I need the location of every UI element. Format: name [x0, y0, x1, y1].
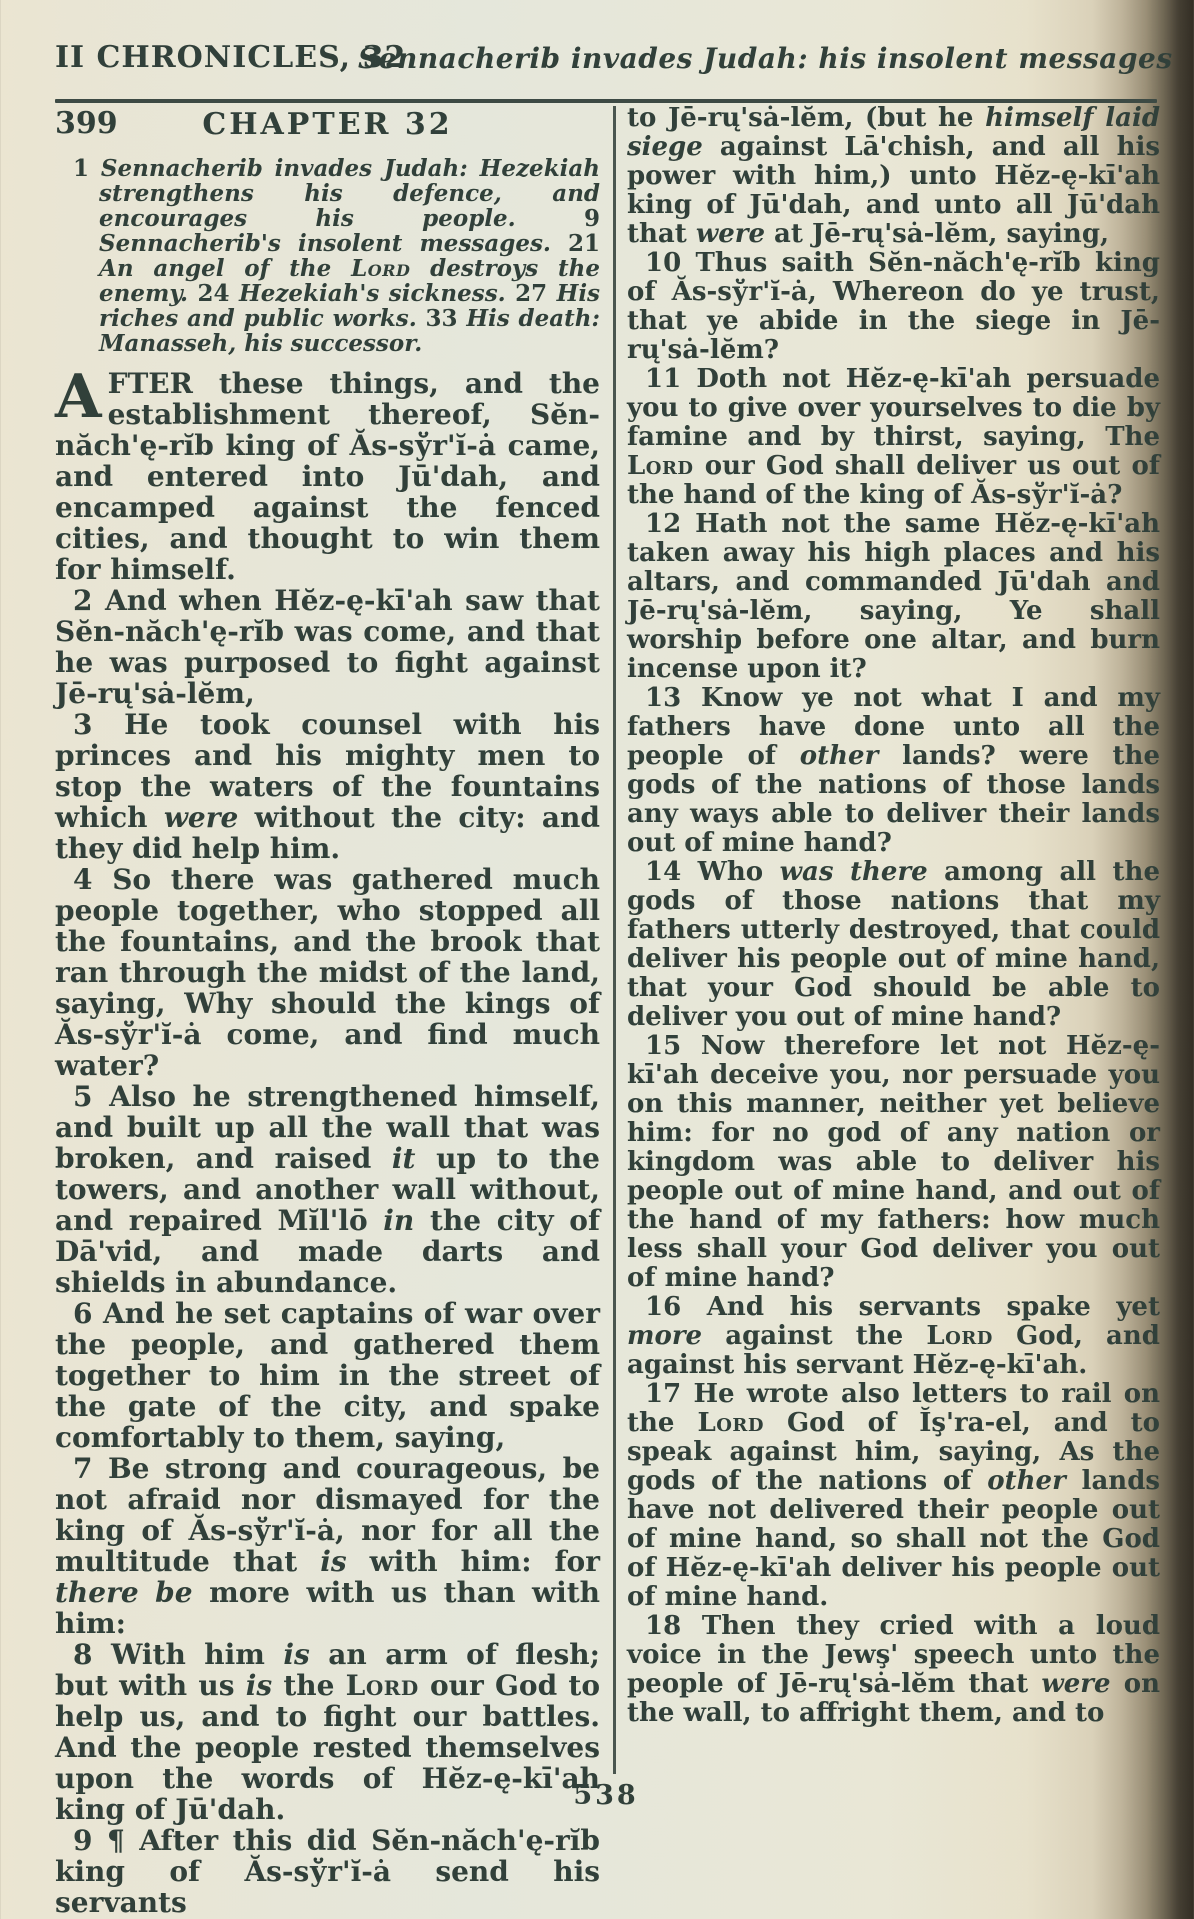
- text-segment: at Jē-rų'sȧ-lĕm, saying,: [765, 219, 1110, 249]
- verse-paragraph: [627, 104, 1160, 249]
- text-segment: 3 He took counsel with his princes and his mighty men to stop the waters of the fountains which: [55, 708, 600, 834]
- verse-paragraph: [627, 365, 1160, 510]
- left-column-verses: [55, 362, 600, 1919]
- text-segment: 13 Know ye not what I and my fathers have done unto all the people of: [627, 683, 1160, 771]
- verse-paragraph: [627, 1032, 1160, 1293]
- text-segment: more with us than with him:: [55, 1576, 600, 1640]
- text-segment: FTER these things, and the establishment thereof, Sĕn-năch'ę-rĭb king of Ăs-sўr'ĭ-ȧ came, and entered into Jū'dah, and encamped against the fenced cities, and thought to win them for himself.: [55, 367, 600, 586]
- verse-paragraph: [55, 1081, 600, 1298]
- verse-paragraph: [627, 858, 1160, 1032]
- text-segment: himself laid siege: [627, 103, 1160, 162]
- verse-paragraph: [55, 362, 600, 586]
- text-segment: 8 With him: [73, 1638, 284, 1671]
- left-column: [55, 108, 600, 1918]
- text-segment: Lord: [697, 1408, 764, 1438]
- text-segment: 9: [583, 205, 600, 232]
- page-number-top: 399: [55, 106, 118, 141]
- text-segment: Lord: [351, 255, 411, 282]
- chapter-summary: [55, 156, 600, 356]
- text-segment: 6 And he set captains of war over the people, and gathered them together to him in the street of the gate of the city, and spake comfortably to them, saying,: [55, 1297, 600, 1454]
- text-segment: lands? were the gods of the nations of those lands any ways able to deliver their lands out of mine hand?: [627, 741, 1160, 858]
- text-segment: 21: [567, 230, 600, 257]
- text-segment: Sennacherib's insolent messages.: [99, 230, 568, 257]
- text-segment: on the wall, to affright them, and to: [627, 1669, 1161, 1728]
- text-segment: 33: [425, 305, 467, 332]
- text-segment: God of Ĭş'ra-el, and to speak against him, saying, As the gods of the nations of: [627, 1408, 1161, 1496]
- verse-paragraph: [55, 1298, 600, 1453]
- verse-paragraph: [55, 864, 600, 1081]
- text-segment: in: [383, 1204, 415, 1237]
- text-segment: Lord: [926, 1321, 993, 1351]
- text-segment: the: [272, 1669, 346, 1702]
- verse-paragraph: [627, 249, 1160, 365]
- text-segment: 11 Doth not Hĕz-ę-kī'ah persuade you to give over yourselves to die by famine and by thirst, saying, The: [627, 364, 1160, 452]
- verse-paragraph: [627, 1293, 1160, 1380]
- text-segment: 16 And his servants spake yet: [645, 1292, 1160, 1322]
- text-segment: 15 Now therefore let not Hĕz-ę-kī'ah deceive you, nor persuade you on this manner, neither yet believe him: for no god of any nation or kingdom was able to deliver his people out of mine hand, and out of the hand of my fathers: how much less shall your God deliver you out of mine hand?: [627, 1031, 1160, 1293]
- text-segment: up to the towers, and another wall without, and repaired Mĭl'lō: [55, 1142, 600, 1237]
- text-segment: it: [391, 1142, 416, 1175]
- text-segment: 14 Who: [645, 857, 780, 887]
- text-segment: against Lā'chish, and all his power with him,) unto Hĕz-ę-kī'ah king of Jū'dah, and unto all Jū'dah that: [627, 132, 1160, 249]
- text-segment: 9 ¶ After this did Sĕn-năch'ę-rĭb king of Ăs-sўr'ĭ-ȧ send his servants: [55, 1824, 600, 1919]
- text-segment: 2 And when Hĕz-ę-kī'ah saw that Sĕn-năch'ę-rĭb was come, and that he was purposed to fight against Jē-rų'sȧ-lĕm,: [55, 584, 600, 710]
- text-segment: were: [695, 219, 765, 249]
- verse-paragraph: [55, 1453, 600, 1639]
- text-segment: were: [163, 801, 239, 834]
- verse-paragraph: [55, 1825, 600, 1918]
- verse-paragraph: [627, 684, 1160, 858]
- text-segment: among all the gods of those nations that my fathers utterly destroyed, that could deliver his people out of mine hand, that your God should be able to deliver you out of mine hand?: [627, 857, 1161, 1032]
- verse-paragraph: [627, 510, 1160, 684]
- chapter-heading-row: [55, 108, 600, 150]
- text-segment: Lord: [345, 1669, 419, 1702]
- chapter-heading: CHAPTER 32: [202, 107, 453, 142]
- text-segment: 17 He wrote also letters to rail on the: [627, 1379, 1160, 1438]
- text-segment: His death: Manasseh, his successor.: [99, 305, 600, 357]
- text-segment: 12 Hath not the same Hĕz-ę-kī'ah taken away his high places and his altars, and commanded Jū'dah and Jē-rų'sȧ-lĕm, saying, Ye shall worship before one altar, and burn incense upon it?: [627, 509, 1160, 684]
- text-segment: 1: [73, 155, 101, 182]
- text-segment: destroys the enemy.: [99, 255, 601, 307]
- text-segment: our God shall deliver us out of the hand of the king of Ăs-sўr'ĭ-ȧ?: [627, 451, 1160, 510]
- text-segment: lands have not delivered their people out of mine hand, so shall not the God of Hĕz-ę-kī'ah deliver his people out of mine hand.: [627, 1466, 1161, 1612]
- text-segment: the city of Dā'vid, and made darts and shields in abundance.: [55, 1204, 600, 1299]
- text-segment: Lord: [627, 451, 694, 481]
- right-column: [627, 104, 1160, 1728]
- verse-paragraph: [627, 1380, 1160, 1612]
- text-segment: more: [627, 1321, 703, 1351]
- text-segment: an arm of flesh; but with us: [55, 1638, 600, 1702]
- text-segment: other: [987, 1466, 1066, 1496]
- text-segment: to Jē-rų'sȧ-lĕm, (but he: [627, 103, 986, 133]
- page-number-bottom: 538: [573, 1780, 639, 1811]
- running-head: Sennacherib invades Judah: his insolent messages: [358, 42, 1173, 75]
- text-segment: God, and against his servant Hĕz-ę-kī'ah.: [627, 1321, 1160, 1380]
- text-segment: without the city: and they did help him.: [55, 801, 600, 865]
- verse-paragraph: [55, 585, 600, 709]
- verse-paragraph: [55, 709, 600, 864]
- text-segment: 24: [197, 280, 239, 307]
- text-segment: Sennacherib invades Judah: Hezekiah strengthens his defence, and encourages his people.: [99, 155, 600, 232]
- text-segment: other: [799, 741, 879, 771]
- text-segment: 5 Also he strengthened himself, and built up all the wall that was broken, and raised: [55, 1080, 600, 1175]
- text-segment: with him: for: [346, 1545, 600, 1578]
- verse-paragraph: [627, 1612, 1160, 1728]
- text-segment: there be: [55, 1576, 193, 1609]
- text-segment: is: [283, 1638, 310, 1671]
- column-divider-rule: [613, 106, 616, 1774]
- text-segment: His riches and public works.: [99, 280, 601, 332]
- drop-cap: A: [55, 362, 102, 432]
- text-segment: is: [245, 1669, 273, 1702]
- text-segment: Hezekiah's sickness.: [238, 280, 516, 307]
- text-segment: 27: [515, 280, 557, 307]
- text-segment: 18 Then they cried with a loud voice in the Jewş' speech unto the people of Jē-rų'sȧ-lĕm that: [627, 1611, 1160, 1699]
- text-segment: 4 So there was gathered much people together, who stopped all the fountains, and the brook that ran through the midst of the land, saying, Why should the kings of Ăs-sўr'ĭ-ȧ come, and find much water?: [55, 863, 600, 1082]
- book-header: II CHRONICLES, 32: [55, 40, 407, 75]
- text-segment: was there: [779, 857, 928, 887]
- text-segment: our God to help us, and to fight our battles. And the people rested themselves upon the words of Hĕz-ę-kī'ah king of Jū'dah.: [55, 1669, 600, 1826]
- text-segment: 7 Be strong and courageous, be not afraid nor dismayed for the king of Ăs-sўr'ĭ-ȧ, nor for all the multitude that: [55, 1452, 600, 1578]
- right-column-verses: [627, 104, 1160, 1728]
- text-segment: against the: [702, 1321, 927, 1351]
- text-segment: is: [320, 1545, 347, 1578]
- text-segment: 10 Thus saith Sĕn-năch'ę-rĭb king of Ăs-sўr'ĭ-ȧ, Whereon do ye trust, that ye abide in the siege in Jē-rų'sȧ-lĕm?: [627, 248, 1160, 365]
- text-segment: were: [1041, 1669, 1111, 1699]
- text-segment: An angel of the: [99, 255, 352, 282]
